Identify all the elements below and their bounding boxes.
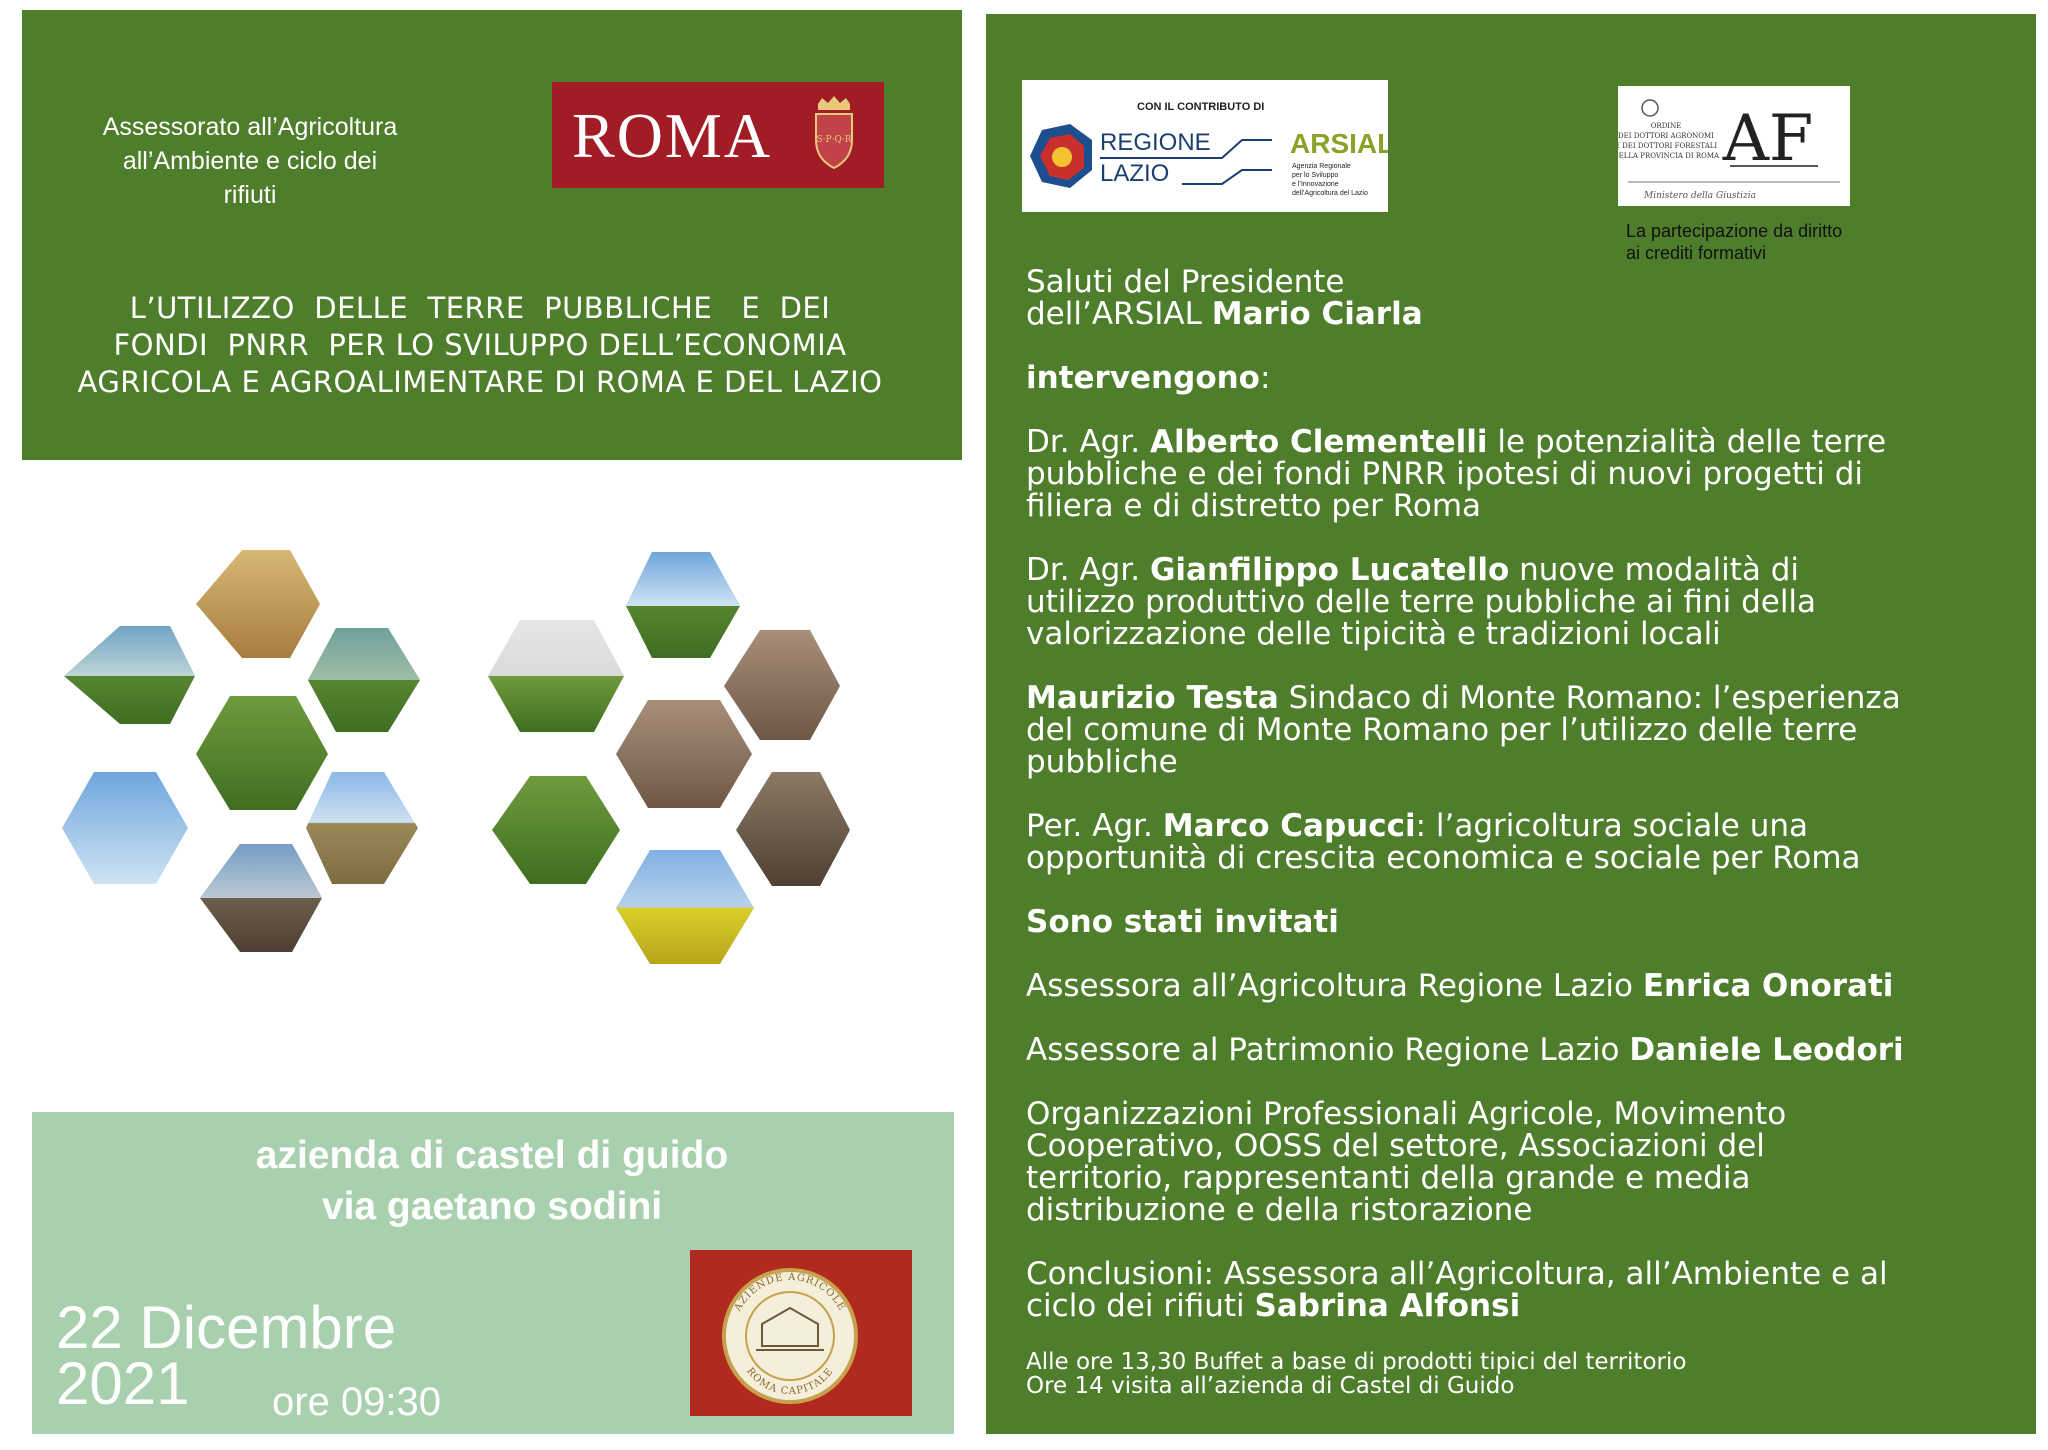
assessorato-line1: Assessorato all’Agricoltura xyxy=(102,113,398,141)
date-line2: 2021 xyxy=(56,1350,190,1417)
aziende-seal-top-text: AZIENDE AGRICOLE xyxy=(732,1271,848,1314)
participation-line1: La partecipazione da diritto xyxy=(1626,221,1843,241)
hex-photo-village xyxy=(62,772,188,884)
saluti-name: Mario Ciarla xyxy=(1211,296,1423,332)
roma-shield-text: S·P·Q·R xyxy=(816,135,852,145)
odaf-emblem-icon xyxy=(1618,86,1850,206)
venue-line1: azienda di castel di guido xyxy=(255,1134,729,1177)
hex-photo-harvest xyxy=(492,776,620,884)
aziende-seal-bottom-text: ROMA CAPITALE xyxy=(744,1365,836,1398)
note-line1: Alle ore 13,30 Buffet a base di prodotti tipici del territorio xyxy=(1026,1349,1687,1375)
arsial-subtitle-4: dell’Agricoltura del Lazio xyxy=(1292,190,1368,197)
intervengono-colon: : xyxy=(1259,360,1271,396)
s1-prefix: Dr. Agr. xyxy=(1026,424,1150,460)
hex-photo-horse-field xyxy=(488,676,624,732)
s2-name: Gianfilippo Lucatello xyxy=(1149,552,1510,588)
hex-photo-camera-crew xyxy=(724,630,840,740)
note-line2: Ore 14 visita all’azienda di Castel di Guido xyxy=(1026,1373,1515,1399)
photo-collage xyxy=(60,540,930,980)
s1-text-b: pubbliche e dei fondi PNRR ipotesi di nuovi progetti di xyxy=(1026,456,1863,492)
s3-name: Maurizio Testa xyxy=(1026,680,1279,716)
arsial-subtitle-1: Agenzia Regionale xyxy=(1292,163,1351,170)
regione-lazio-emblem-icon xyxy=(1022,80,1388,212)
invitato-leodori xyxy=(1026,1034,2026,1066)
s4-text-b: opportunità di crescita economica e sociale per Roma xyxy=(1026,840,1861,876)
concl-a: Conclusioni: Assessora all’Agricoltura, all’Ambiente e al xyxy=(1026,1256,1888,1292)
invitati-label: Sono stati invitati xyxy=(1026,904,1339,940)
aziende-seal-icon xyxy=(690,1250,912,1416)
roma-shield-icon xyxy=(812,96,856,170)
regione-text-line2: LAZIO xyxy=(1100,160,1170,187)
speaker-capucci xyxy=(1026,810,2026,874)
arsial-subtitle-3: e l’Innovazione xyxy=(1292,181,1339,188)
s2-prefix: Dr. Agr. xyxy=(1026,552,1150,588)
title-line2: FONDI PNRR PER LO SVILUPPO DELL’ECONOMIA xyxy=(113,328,847,362)
concl-b: ciclo dei rifiuti xyxy=(1026,1288,1255,1324)
odaf-line1: ORDINE xyxy=(1650,122,1682,130)
s4-name: Marco Capucci xyxy=(1162,808,1416,844)
hex-photo-sculpture xyxy=(616,700,752,808)
i1-text: Assessora all’Agricoltura Regione Lazio xyxy=(1026,968,1643,1004)
s2-text-b: utilizzo produttivo delle terre pubbliche ai fini della xyxy=(1026,584,1817,620)
arsial-subtitle-2: per lo Sviluppo xyxy=(1292,172,1339,179)
venue-address xyxy=(182,1130,802,1232)
venue-panel xyxy=(32,1112,954,1434)
org-b: Cooperativo, OOSS del settore, Associazioni del xyxy=(1026,1128,1765,1164)
s3-text-b: del comune di Monte Romano per l’utilizzo delle terre xyxy=(1026,712,1858,748)
invitato-onorati xyxy=(1026,970,2026,1002)
s4-prefix: Per. Agr. xyxy=(1026,808,1163,844)
event-time: ore 09:30 xyxy=(272,1380,442,1424)
assessorato-text xyxy=(100,110,400,212)
saluti xyxy=(1026,266,2026,330)
odaf-line3: E DEI DOTTORI FORESTALI xyxy=(1618,142,1718,150)
intervengono-heading xyxy=(1026,362,2026,394)
conclusioni xyxy=(1026,1258,2026,1322)
hex-photo-rapeseed-field xyxy=(616,850,754,964)
assessorato-line2: all’Ambiente e ciclo dei rifiuti xyxy=(122,147,378,209)
hex-photo-tractor-sky xyxy=(200,844,322,898)
s1-text-a: le potenzialità delle terre xyxy=(1487,424,1887,460)
hex-photo-wheat xyxy=(196,550,320,658)
s4-text-a: : l’agricoltura sociale una xyxy=(1415,808,1809,844)
odaf-logo xyxy=(1618,86,1850,206)
org-a: Organizzazioni Professionali Agricole, Movimento xyxy=(1026,1096,1787,1132)
s1-name: Alberto Clementelli xyxy=(1149,424,1488,460)
regione-arsial-logo xyxy=(1022,80,1388,212)
odaf-line4: DELLA PROVINCIA DI ROMA xyxy=(1618,152,1720,160)
date-line1: 22 Dicembre xyxy=(56,1294,397,1361)
org-d: distribuzione e della ristorazione xyxy=(1026,1192,1533,1228)
title-line1: L’UTILIZZO DELLE TERRE PUBBLICHE E DEI xyxy=(129,291,831,325)
odaf-footer: Ministero della Giustizia xyxy=(1644,191,1756,201)
participation-note xyxy=(1626,220,1926,264)
buffet-note xyxy=(1026,1350,2026,1398)
participation-line2: ai crediti formativi xyxy=(1626,243,1767,263)
i2-name: Daniele Leodori xyxy=(1629,1032,1904,1068)
speaker-clementelli xyxy=(1026,426,2026,522)
roma-logo-text: ROMA xyxy=(572,100,773,171)
s3-text-c: pubbliche xyxy=(1026,744,1178,780)
hex-photo-olive-sky xyxy=(308,628,420,680)
odaf-line2: DEI DOTTORI AGRONOMI xyxy=(1618,132,1714,140)
hex-photo-cattle xyxy=(196,696,328,810)
intervengono-label: intervengono xyxy=(1026,360,1260,396)
s2-text-a: nuove modalità di xyxy=(1509,552,1800,588)
hex-photo-countryside xyxy=(306,772,418,884)
aziende-agricole-logo xyxy=(690,1250,912,1416)
i1-name: Enrica Onorati xyxy=(1642,968,1894,1004)
odaf-letters: AF xyxy=(1722,102,1814,176)
hex-photo-barn-machines xyxy=(736,772,850,886)
event-title xyxy=(40,290,920,401)
program-list xyxy=(1026,266,2026,1322)
saluti-prefix: Saluti del Presidente xyxy=(1026,264,1345,300)
contributo-text: CON IL CONTRIBUTO DI xyxy=(1137,101,1265,113)
i2-text: Assessore al Patrimonio Regione Lazio xyxy=(1026,1032,1630,1068)
s3-text-a: Sindaco di Monte Romano: l’esperienza xyxy=(1278,680,1901,716)
regione-text-line1: REGIONE xyxy=(1100,129,1211,156)
invitati-heading xyxy=(1026,906,2026,938)
saluti-line2: dell’ARSIAL xyxy=(1026,296,1212,332)
hex-photo-farmhouse-sky xyxy=(64,626,195,676)
s1-text-c: filiera e di distretto per Roma xyxy=(1026,488,1482,524)
program-panel xyxy=(986,14,2036,1434)
organizzazioni xyxy=(1026,1098,2026,1226)
concl-name: Sabrina Alfonsi xyxy=(1254,1288,1521,1324)
roma-logo xyxy=(552,82,884,188)
arsial-text: ARSIAL xyxy=(1290,128,1388,159)
title-line3: AGRICOLA E AGROALIMENTARE DI ROMA E DEL LAZIO xyxy=(77,365,883,399)
speaker-lucatello xyxy=(1026,554,2026,650)
speaker-testa xyxy=(1026,682,2026,778)
s2-text-c: valorizzazione delle tipicità e tradizioni locali xyxy=(1026,616,1721,652)
org-c: territorio, rappresentanti della grande e media xyxy=(1026,1160,1751,1196)
venue-line2: via gaetano sodini xyxy=(321,1185,663,1228)
hex-photo-stables-sky xyxy=(626,552,740,606)
